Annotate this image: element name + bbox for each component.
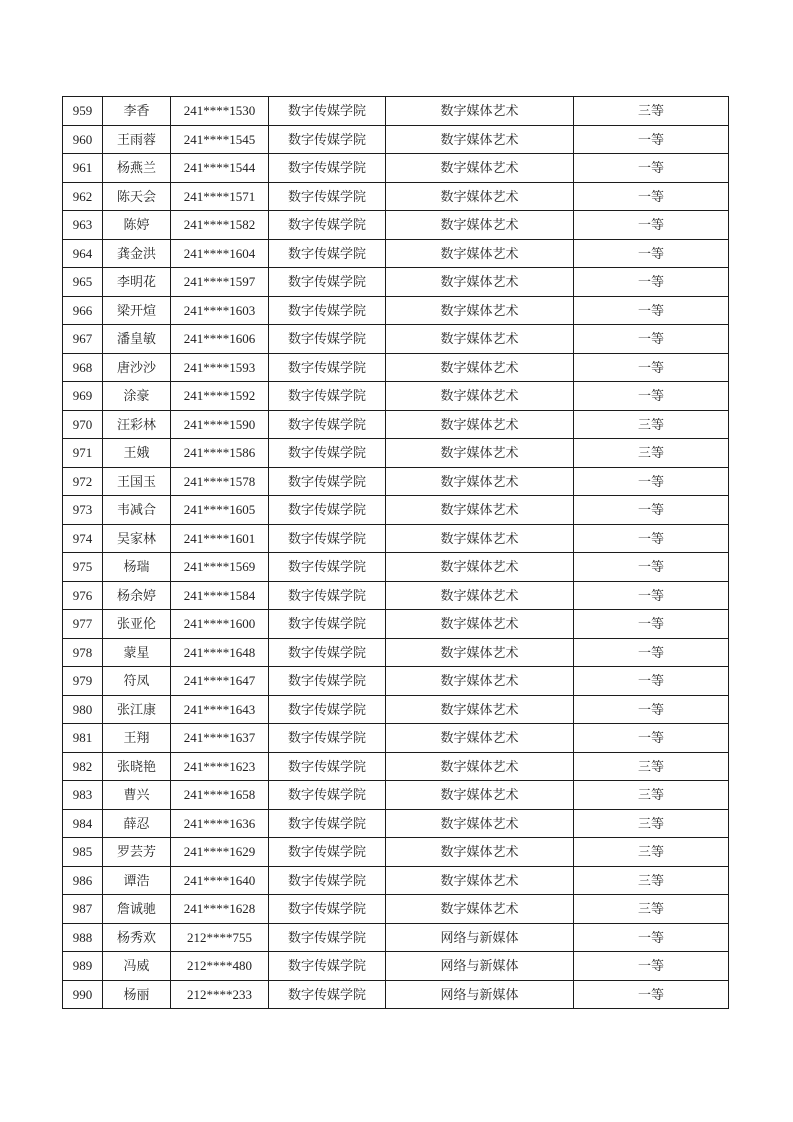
college-cell: 数字传媒学院 [269, 268, 386, 297]
major-cell: 数字媒体艺术 [386, 154, 574, 183]
student-id-cell: 241****1606 [171, 325, 269, 354]
row-number-cell: 960 [63, 125, 103, 154]
student-id-cell: 212****755 [171, 923, 269, 952]
student-id-cell: 241****1629 [171, 838, 269, 867]
row-number-cell: 972 [63, 467, 103, 496]
college-cell: 数字传媒学院 [269, 97, 386, 126]
row-number-cell: 982 [63, 752, 103, 781]
student-id-cell: 241****1647 [171, 667, 269, 696]
table-row [63, 752, 729, 781]
row-number-cell: 968 [63, 353, 103, 382]
award-level-cell: 一等 [574, 268, 729, 297]
student-id-cell: 241****1640 [171, 866, 269, 895]
college-cell: 数字传媒学院 [269, 638, 386, 667]
row-number-cell: 966 [63, 296, 103, 325]
major-cell: 数字媒体艺术 [386, 239, 574, 268]
award-level-cell: 三等 [574, 866, 729, 895]
row-number-cell: 984 [63, 809, 103, 838]
major-cell: 数字媒体艺术 [386, 866, 574, 895]
major-cell: 数字媒体艺术 [386, 125, 574, 154]
college-cell: 数字传媒学院 [269, 524, 386, 553]
award-level-cell: 一等 [574, 553, 729, 582]
college-cell: 数字传媒学院 [269, 980, 386, 1009]
name-cell: 王娥 [103, 439, 171, 468]
row-number-cell: 971 [63, 439, 103, 468]
award-level-cell: 一等 [574, 353, 729, 382]
award-level-cell: 三等 [574, 895, 729, 924]
major-cell: 数字媒体艺术 [386, 268, 574, 297]
table-row [63, 524, 729, 553]
name-cell: 韦减合 [103, 496, 171, 525]
major-cell: 数字媒体艺术 [386, 667, 574, 696]
name-cell: 潘皇敏 [103, 325, 171, 354]
major-cell: 数字媒体艺术 [386, 325, 574, 354]
table-row [63, 325, 729, 354]
major-cell: 数字媒体艺术 [386, 97, 574, 126]
row-number-cell: 985 [63, 838, 103, 867]
award-level-cell: 一等 [574, 325, 729, 354]
row-number-cell: 987 [63, 895, 103, 924]
row-number-cell: 989 [63, 952, 103, 981]
award-level-cell: 三等 [574, 439, 729, 468]
college-cell: 数字传媒学院 [269, 667, 386, 696]
table-row [63, 980, 729, 1009]
award-level-cell: 一等 [574, 952, 729, 981]
college-cell: 数字传媒学院 [269, 752, 386, 781]
college-cell: 数字传媒学院 [269, 439, 386, 468]
student-id-cell: 241****1604 [171, 239, 269, 268]
name-cell: 杨丽 [103, 980, 171, 1009]
row-number-cell: 959 [63, 97, 103, 126]
table-row [63, 211, 729, 240]
major-cell: 数字媒体艺术 [386, 382, 574, 411]
student-id-cell: 241****1636 [171, 809, 269, 838]
row-number-cell: 977 [63, 610, 103, 639]
name-cell: 李香 [103, 97, 171, 126]
major-cell: 数字媒体艺术 [386, 467, 574, 496]
student-id-cell: 241****1658 [171, 781, 269, 810]
name-cell: 詹诚驰 [103, 895, 171, 924]
college-cell: 数字传媒学院 [269, 467, 386, 496]
name-cell: 王国玉 [103, 467, 171, 496]
name-cell: 张亚伦 [103, 610, 171, 639]
student-id-cell: 241****1545 [171, 125, 269, 154]
college-cell: 数字传媒学院 [269, 781, 386, 810]
student-id-cell: 241****1628 [171, 895, 269, 924]
name-cell: 冯威 [103, 952, 171, 981]
table-row [63, 838, 729, 867]
name-cell: 陈天会 [103, 182, 171, 211]
student-id-cell: 241****1637 [171, 724, 269, 753]
name-cell: 陈婷 [103, 211, 171, 240]
award-level-cell: 一等 [574, 125, 729, 154]
college-cell: 数字传媒学院 [269, 382, 386, 411]
award-level-cell: 一等 [574, 980, 729, 1009]
major-cell: 数字媒体艺术 [386, 524, 574, 553]
college-cell: 数字传媒学院 [269, 695, 386, 724]
name-cell: 杨燕兰 [103, 154, 171, 183]
college-cell: 数字传媒学院 [269, 325, 386, 354]
row-number-cell: 970 [63, 410, 103, 439]
student-id-cell: 241****1643 [171, 695, 269, 724]
student-id-cell: 241****1597 [171, 268, 269, 297]
award-level-cell: 一等 [574, 524, 729, 553]
major-cell: 数字媒体艺术 [386, 724, 574, 753]
name-cell: 王翔 [103, 724, 171, 753]
table-row [63, 610, 729, 639]
row-number-cell: 967 [63, 325, 103, 354]
student-id-cell: 241****1571 [171, 182, 269, 211]
college-cell: 数字传媒学院 [269, 296, 386, 325]
award-level-cell: 三等 [574, 781, 729, 810]
row-number-cell: 990 [63, 980, 103, 1009]
major-cell: 数字媒体艺术 [386, 838, 574, 867]
major-cell: 数字媒体艺术 [386, 410, 574, 439]
student-id-cell: 241****1586 [171, 439, 269, 468]
name-cell: 薛忍 [103, 809, 171, 838]
award-level-cell: 一等 [574, 610, 729, 639]
award-level-cell: 三等 [574, 752, 729, 781]
table-row [63, 410, 729, 439]
name-cell: 王雨蓉 [103, 125, 171, 154]
row-number-cell: 983 [63, 781, 103, 810]
award-level-cell: 三等 [574, 838, 729, 867]
table-row [63, 581, 729, 610]
student-id-cell: 241****1590 [171, 410, 269, 439]
major-cell: 数字媒体艺术 [386, 553, 574, 582]
student-id-cell: 212****480 [171, 952, 269, 981]
college-cell: 数字传媒学院 [269, 923, 386, 952]
name-cell: 杨余婷 [103, 581, 171, 610]
college-cell: 数字传媒学院 [269, 610, 386, 639]
row-number-cell: 975 [63, 553, 103, 582]
student-id-cell: 241****1530 [171, 97, 269, 126]
student-id-cell: 241****1600 [171, 610, 269, 639]
row-number-cell: 988 [63, 923, 103, 952]
college-cell: 数字传媒学院 [269, 125, 386, 154]
major-cell: 数字媒体艺术 [386, 638, 574, 667]
major-cell: 数字媒体艺术 [386, 895, 574, 924]
table-row [63, 296, 729, 325]
award-level-cell: 一等 [574, 211, 729, 240]
college-cell: 数字传媒学院 [269, 866, 386, 895]
table-row [63, 439, 729, 468]
name-cell: 唐沙沙 [103, 353, 171, 382]
major-cell: 网络与新媒体 [386, 952, 574, 981]
name-cell: 龚金洪 [103, 239, 171, 268]
table-row [63, 866, 729, 895]
student-id-cell: 241****1605 [171, 496, 269, 525]
row-number-cell: 969 [63, 382, 103, 411]
student-id-cell: 241****1584 [171, 581, 269, 610]
table-row [63, 667, 729, 696]
table-row [63, 268, 729, 297]
table-row [63, 781, 729, 810]
row-number-cell: 976 [63, 581, 103, 610]
student-id-cell: 241****1582 [171, 211, 269, 240]
table-row [63, 923, 729, 952]
name-cell: 曹兴 [103, 781, 171, 810]
major-cell: 数字媒体艺术 [386, 296, 574, 325]
college-cell: 数字传媒学院 [269, 154, 386, 183]
award-level-cell: 一等 [574, 382, 729, 411]
college-cell: 数字传媒学院 [269, 553, 386, 582]
student-id-cell: 241****1569 [171, 553, 269, 582]
name-cell: 梁开煊 [103, 296, 171, 325]
major-cell: 数字媒体艺术 [386, 610, 574, 639]
row-number-cell: 961 [63, 154, 103, 183]
award-table [62, 96, 729, 1009]
table-row [63, 382, 729, 411]
college-cell: 数字传媒学院 [269, 496, 386, 525]
table-row [63, 467, 729, 496]
award-level-cell: 一等 [574, 695, 729, 724]
major-cell: 网络与新媒体 [386, 980, 574, 1009]
name-cell: 李明花 [103, 268, 171, 297]
table-row [63, 952, 729, 981]
name-cell: 张江康 [103, 695, 171, 724]
row-number-cell: 964 [63, 239, 103, 268]
table-row [63, 154, 729, 183]
college-cell: 数字传媒学院 [269, 353, 386, 382]
table-row [63, 182, 729, 211]
table-row [63, 496, 729, 525]
name-cell: 汪彩林 [103, 410, 171, 439]
award-level-cell: 三等 [574, 97, 729, 126]
name-cell: 罗芸芳 [103, 838, 171, 867]
college-cell: 数字传媒学院 [269, 809, 386, 838]
award-level-cell: 一等 [574, 296, 729, 325]
student-id-cell: 241****1648 [171, 638, 269, 667]
award-level-cell: 一等 [574, 581, 729, 610]
major-cell: 数字媒体艺术 [386, 781, 574, 810]
row-number-cell: 981 [63, 724, 103, 753]
award-level-cell: 一等 [574, 667, 729, 696]
award-level-cell: 一等 [574, 182, 729, 211]
name-cell: 杨秀欢 [103, 923, 171, 952]
college-cell: 数字传媒学院 [269, 581, 386, 610]
name-cell: 符凤 [103, 667, 171, 696]
award-level-cell: 一等 [574, 638, 729, 667]
student-id-cell: 212****233 [171, 980, 269, 1009]
college-cell: 数字传媒学院 [269, 182, 386, 211]
award-level-cell: 一等 [574, 154, 729, 183]
college-cell: 数字传媒学院 [269, 724, 386, 753]
row-number-cell: 986 [63, 866, 103, 895]
college-cell: 数字传媒学院 [269, 952, 386, 981]
row-number-cell: 979 [63, 667, 103, 696]
table-row [63, 895, 729, 924]
name-cell: 杨瑞 [103, 553, 171, 582]
major-cell: 数字媒体艺术 [386, 353, 574, 382]
major-cell: 数字媒体艺术 [386, 211, 574, 240]
table-row [63, 809, 729, 838]
name-cell: 吴家林 [103, 524, 171, 553]
student-id-cell: 241****1623 [171, 752, 269, 781]
row-number-cell: 974 [63, 524, 103, 553]
name-cell: 涂豪 [103, 382, 171, 411]
name-cell: 蒙星 [103, 638, 171, 667]
row-number-cell: 965 [63, 268, 103, 297]
table-row [63, 553, 729, 582]
award-level-cell: 一等 [574, 923, 729, 952]
award-level-cell: 一等 [574, 496, 729, 525]
table-row [63, 695, 729, 724]
student-id-cell: 241****1603 [171, 296, 269, 325]
college-cell: 数字传媒学院 [269, 410, 386, 439]
award-level-cell: 一等 [574, 724, 729, 753]
name-cell: 张晓艳 [103, 752, 171, 781]
student-id-cell: 241****1601 [171, 524, 269, 553]
college-cell: 数字传媒学院 [269, 211, 386, 240]
major-cell: 数字媒体艺术 [386, 695, 574, 724]
award-level-cell: 一等 [574, 467, 729, 496]
table-row [63, 239, 729, 268]
row-number-cell: 978 [63, 638, 103, 667]
student-id-cell: 241****1593 [171, 353, 269, 382]
row-number-cell: 973 [63, 496, 103, 525]
major-cell: 数字媒体艺术 [386, 182, 574, 211]
major-cell: 数字媒体艺术 [386, 439, 574, 468]
row-number-cell: 980 [63, 695, 103, 724]
college-cell: 数字传媒学院 [269, 895, 386, 924]
row-number-cell: 963 [63, 211, 103, 240]
college-cell: 数字传媒学院 [269, 838, 386, 867]
student-id-cell: 241****1592 [171, 382, 269, 411]
table-row [63, 638, 729, 667]
award-level-cell: 三等 [574, 410, 729, 439]
major-cell: 数字媒体艺术 [386, 809, 574, 838]
award-table-body [63, 97, 729, 1009]
award-level-cell: 一等 [574, 239, 729, 268]
student-id-cell: 241****1544 [171, 154, 269, 183]
student-id-cell: 241****1578 [171, 467, 269, 496]
table-row [63, 97, 729, 126]
college-cell: 数字传媒学院 [269, 239, 386, 268]
major-cell: 数字媒体艺术 [386, 752, 574, 781]
row-number-cell: 962 [63, 182, 103, 211]
major-cell: 数字媒体艺术 [386, 581, 574, 610]
major-cell: 网络与新媒体 [386, 923, 574, 952]
table-row [63, 724, 729, 753]
major-cell: 数字媒体艺术 [386, 496, 574, 525]
table-row [63, 353, 729, 382]
award-level-cell: 三等 [574, 809, 729, 838]
table-row [63, 125, 729, 154]
name-cell: 谭浩 [103, 866, 171, 895]
